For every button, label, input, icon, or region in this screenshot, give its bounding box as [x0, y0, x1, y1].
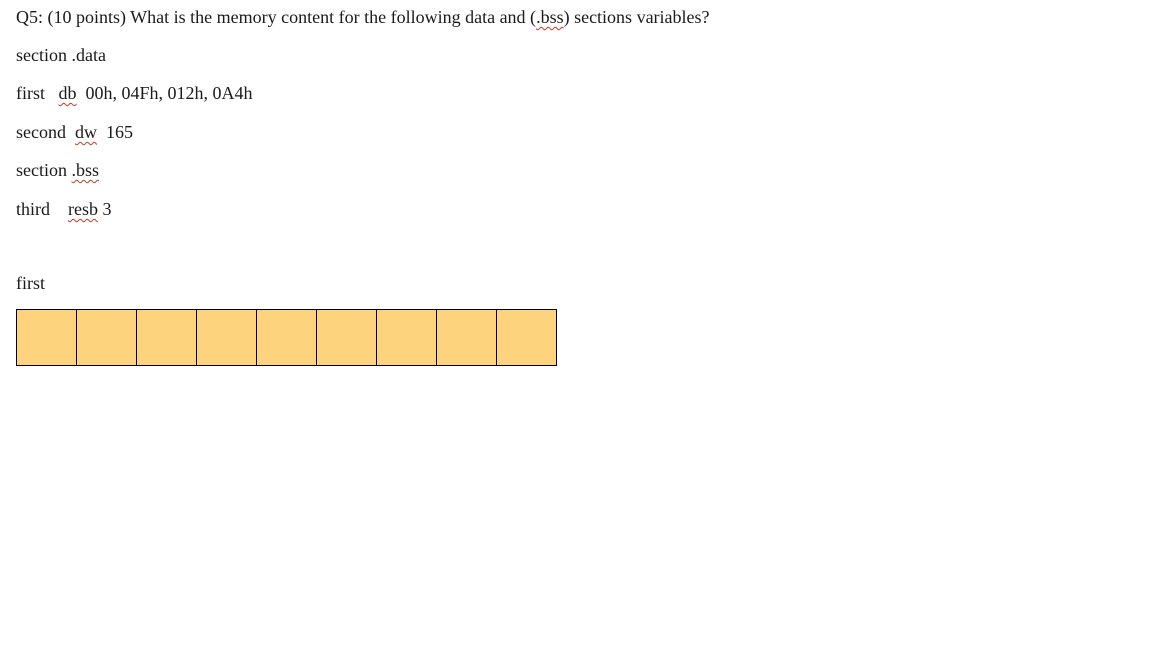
spellcheck-word: .bss — [536, 7, 564, 27]
memory-cell — [16, 309, 77, 366]
values: 00h, 04Fh, 012h, 0A4h — [85, 83, 253, 103]
directive: resb — [68, 199, 98, 219]
var-name: second — [16, 122, 66, 142]
memory-cell — [496, 309, 557, 366]
question-text: Q5: (10 points) What is the memory content for the following data and (.bss) sections variables? — [16, 7, 710, 27]
section-data-line: section .data — [16, 45, 106, 65]
values: 165 — [105, 122, 133, 142]
section-bss-line: section .bss — [16, 160, 100, 180]
memory-cell — [256, 309, 317, 366]
memory-cells — [16, 309, 557, 366]
var-name: first — [16, 83, 45, 103]
memory-cell — [196, 309, 257, 366]
memory-cell — [136, 309, 197, 366]
var-name: third — [16, 199, 50, 219]
values: 3 — [102, 199, 112, 219]
second-declaration — [16, 121, 133, 143]
third-declaration — [16, 198, 112, 220]
spellcheck-word: .bss — [71, 160, 100, 180]
memory-cell — [316, 309, 377, 366]
memory-label: first — [16, 273, 45, 293]
directive: db — [58, 83, 77, 103]
directive: dw — [74, 122, 97, 142]
memory-cell — [376, 309, 437, 366]
memory-cell — [436, 309, 497, 366]
first-declaration — [16, 82, 253, 104]
memory-cell — [76, 309, 137, 366]
